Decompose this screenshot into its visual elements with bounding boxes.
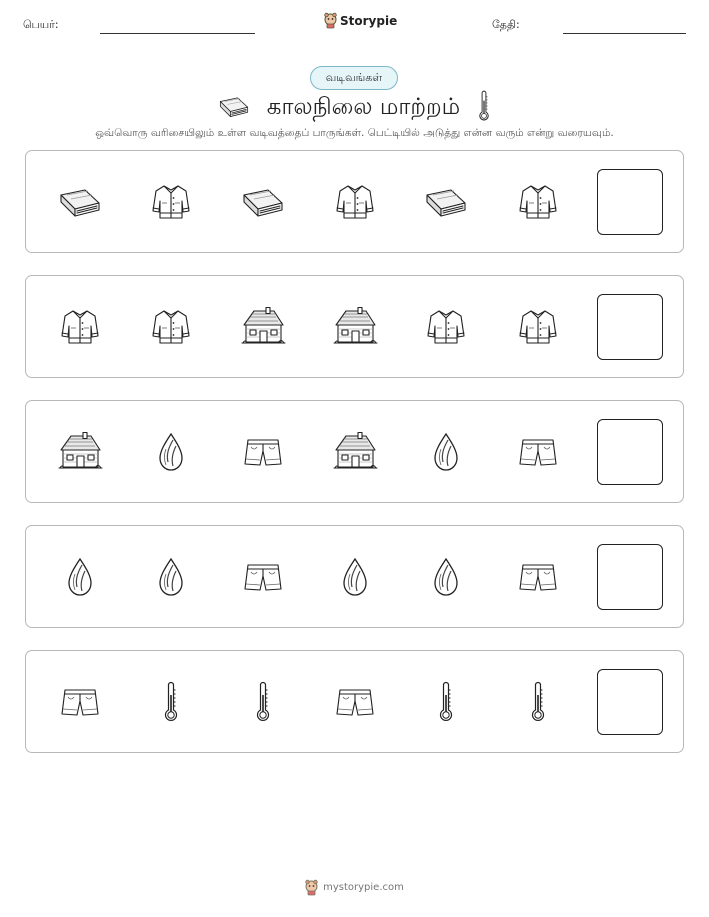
shorts-icon	[241, 432, 285, 472]
shorts-icon	[516, 557, 560, 597]
answer-box[interactable]	[597, 544, 663, 610]
raindrop-icon	[149, 557, 193, 597]
raindrop-icon	[149, 432, 193, 472]
storypie-mascot-icon	[324, 13, 337, 28]
pattern-row-3	[25, 400, 684, 503]
thermometer-icon	[477, 90, 491, 126]
coat-icon	[58, 307, 102, 347]
coat-icon	[149, 307, 193, 347]
footer-url: mystorypie.com	[323, 882, 404, 893]
raindrop-icon	[333, 557, 377, 597]
house-icon	[241, 307, 285, 347]
book-icon	[241, 182, 285, 222]
coat-icon	[149, 182, 193, 222]
shorts-icon	[516, 432, 560, 472]
coat-icon	[333, 182, 377, 222]
answer-box[interactable]	[597, 169, 663, 235]
brand-name: Storypie	[340, 13, 398, 28]
raindrop-icon	[58, 557, 102, 597]
book-icon	[58, 182, 102, 222]
pattern-row-1	[25, 150, 684, 253]
category-badge: வடிவங்கள்	[310, 66, 398, 90]
answer-box[interactable]	[597, 294, 663, 360]
page-title: காலநிலை மாற்றம்	[266, 93, 461, 120]
book-icon	[218, 95, 250, 122]
shorts-icon	[241, 557, 285, 597]
thermometer-icon	[516, 682, 560, 722]
thermometer-icon	[424, 682, 468, 722]
book-icon	[424, 182, 468, 222]
house-icon	[58, 432, 102, 472]
shorts-icon	[333, 682, 377, 722]
pattern-row-5	[25, 650, 684, 753]
date-line[interactable]	[563, 33, 686, 34]
coat-icon	[516, 307, 560, 347]
answer-box[interactable]	[597, 419, 663, 485]
house-icon	[333, 307, 377, 347]
brand-logo	[324, 13, 397, 28]
date-label: தேதி:	[492, 18, 520, 31]
thermometer-icon	[241, 682, 285, 722]
answer-box[interactable]	[597, 669, 663, 735]
title-row	[0, 90, 709, 126]
raindrop-icon	[424, 432, 468, 472]
thermometer-icon	[149, 682, 193, 722]
coat-icon	[516, 182, 560, 222]
instructions: ஒவ்வொரு வரிசையிலும் உள்ள வடிவத்தைப் பாருங்கள். பெட்டியில் அடுத்து என்ன வரும் என்று வரையவும்.	[95, 127, 614, 139]
name-label: பெயர்:	[23, 18, 59, 31]
name-line[interactable]	[100, 33, 255, 34]
house-icon	[333, 432, 377, 472]
footer	[0, 880, 709, 895]
storypie-mascot-icon	[305, 880, 318, 895]
coat-icon	[424, 307, 468, 347]
pattern-row-4	[25, 525, 684, 628]
raindrop-icon	[424, 557, 468, 597]
pattern-row-2	[25, 275, 684, 378]
shorts-icon	[58, 682, 102, 722]
